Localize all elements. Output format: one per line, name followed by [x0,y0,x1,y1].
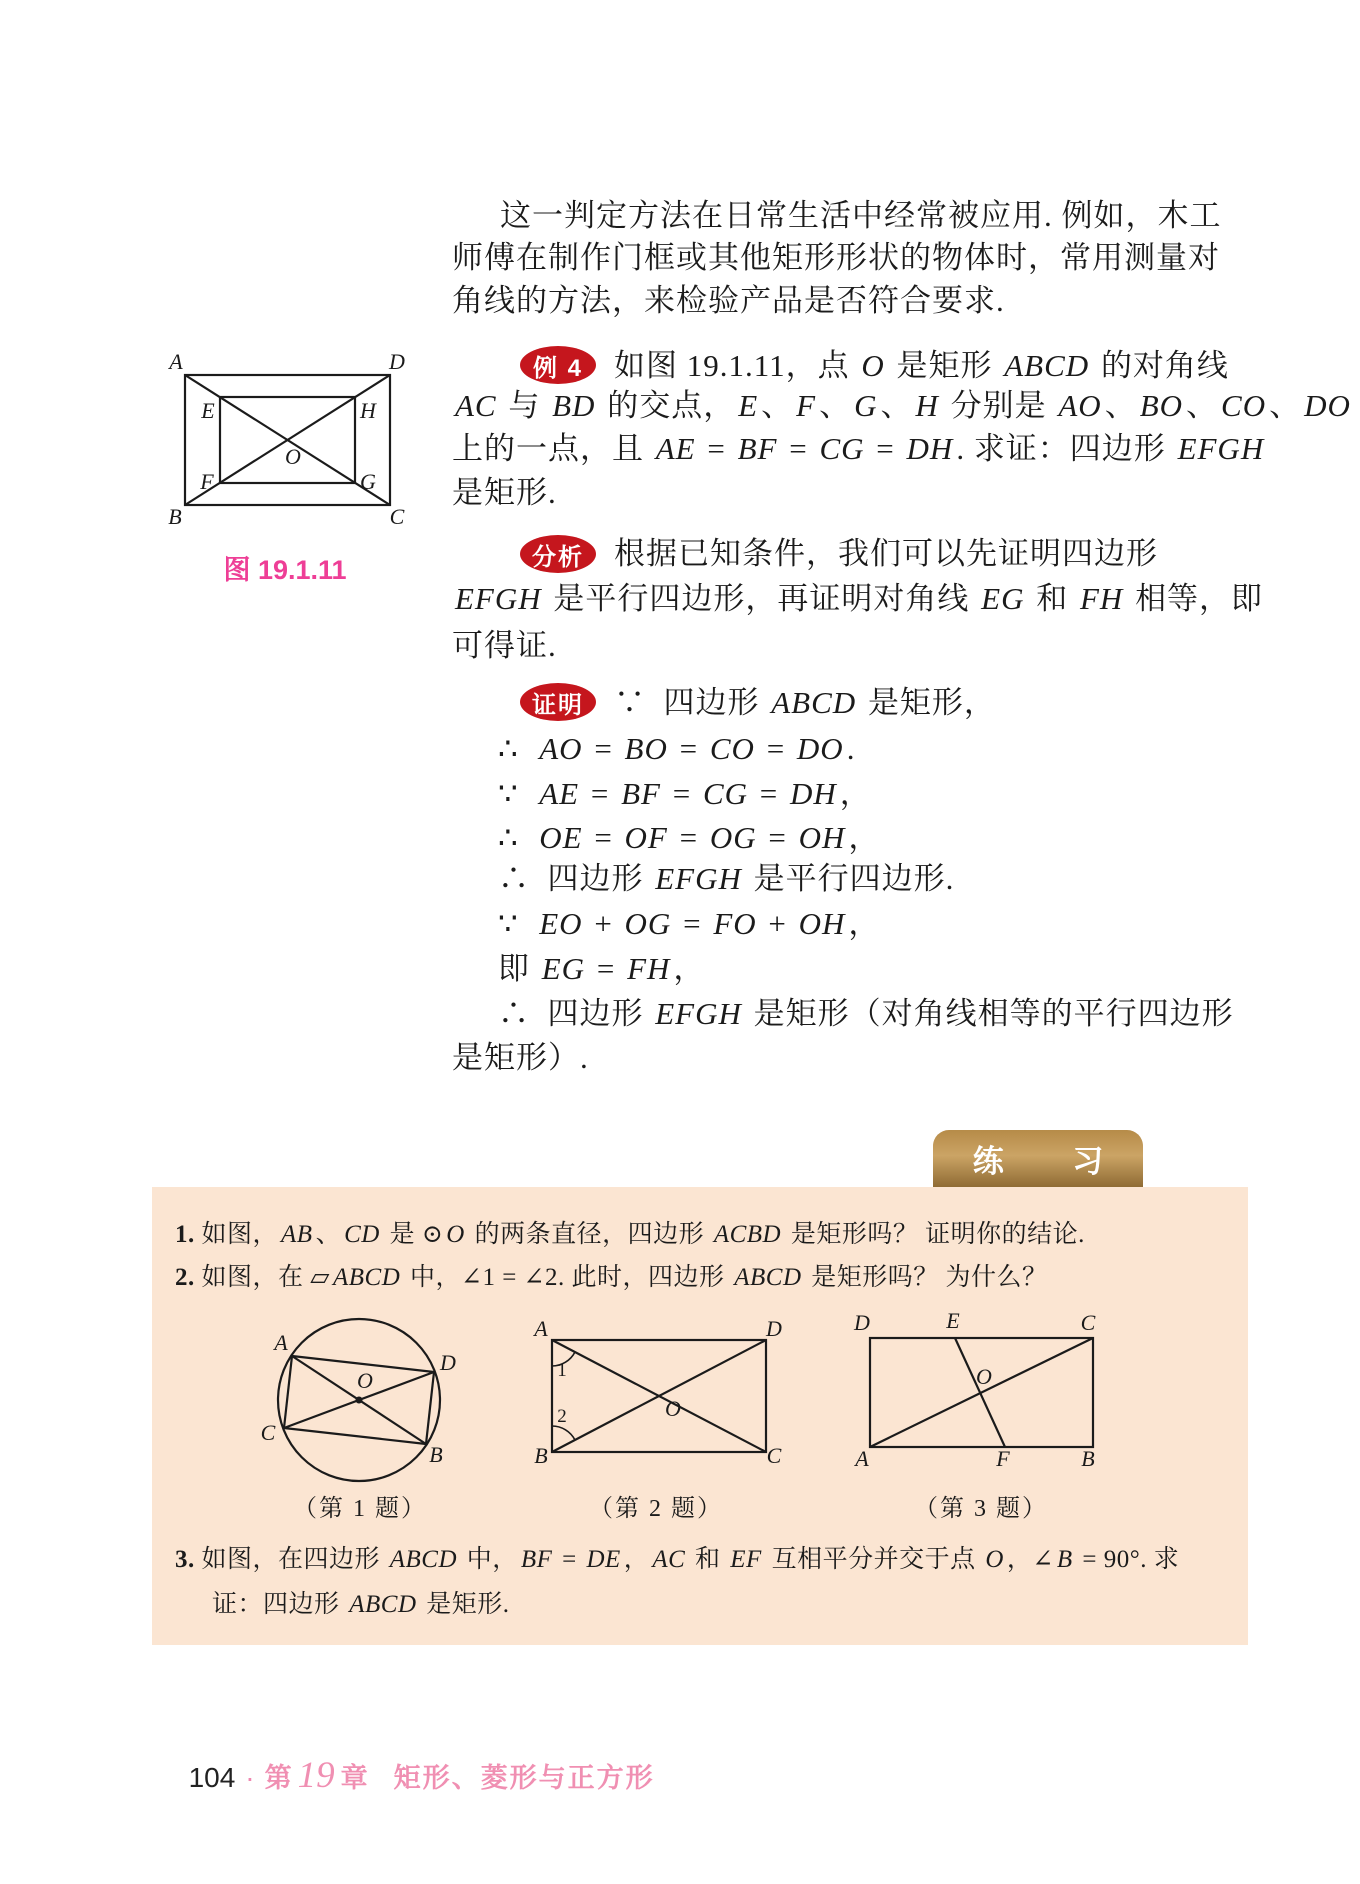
example-line-4: 是矩形. [452,475,557,510]
figure-caption-1: （第 1 题） [293,1496,427,1522]
chapter-suffix: 章 [340,1763,368,1793]
practice-tab: 练 习 [933,1130,1143,1187]
figure-problem-1 [250,1310,470,1490]
center-label: O [357,1368,373,1393]
vertex-label: F [200,469,214,494]
analysis-line-1: 根据已知条件，我们可以先证明四边形 [614,536,1158,571]
vertex-label: A [855,1446,869,1471]
chapter-prefix: 第 [264,1763,292,1793]
proof-statement: ∴ AO = BO = CO = DO. [498,731,856,766]
intro-line-2: 师傅在制作门框或其他矩形形状的物体时，常用测量对 [452,240,1220,275]
analysis-line-3: 可得证. [452,628,557,663]
vertex-label: E [201,398,215,423]
problem-2: 2. 如图，在 ▱ ABCD 中，∠1 = ∠2. 此时，四边形 ABCD 是矩形吗？ 为什么？ [175,1264,1048,1291]
proof-line-given: ∵ 四边形 ABCD 是矩形， [614,685,996,720]
vertex-label: C [1080,1312,1096,1335]
analysis-badge: 分析 [520,535,596,573]
vertex-label: G [360,469,376,494]
vertex-label: A [534,1318,548,1341]
proof-statement: ∴ OE = OF = OG = OH， [498,820,881,855]
vertex-label: A [274,1330,288,1355]
diagonal-ac [870,1338,1093,1447]
vertex-label: D [440,1350,456,1375]
example-line-1: 如图 19.1.11，点 O 是矩形 ABCD 的对角线 [614,348,1229,383]
figure-caption-2: （第 2 题） [589,1496,723,1522]
segment-ef [955,1338,1005,1447]
intro-line-3: 角线的方法，来检验产品是否符合要求. [452,283,1005,318]
figure-caption-3: （第 3 题） [914,1496,1048,1522]
problem-3-line-1: 3. 如图，在四边形 ABCD 中， BF = DE ， AC 和 EF 互相平分并交于点 O ，∠ B = 90°. 求 [175,1546,1180,1573]
vertex-label: C [260,1420,276,1445]
vertex-label: B [534,1443,548,1468]
vertex-label: D [766,1318,782,1341]
proof-badge: 证明 [520,683,596,721]
figure-19-1-11-drawing [150,352,420,527]
vertex-label: C [766,1443,782,1468]
proof-last-line: 是矩形）. [452,1040,589,1075]
vertex-label: H [360,398,376,423]
vertex-label: B [429,1442,443,1467]
footer-separator: · [245,1762,255,1793]
figure-problem-3 [848,1312,1114,1472]
page-number: 104 [188,1762,236,1793]
vertex-label: D [854,1312,870,1335]
center-label: O [285,444,301,469]
example-badge: 例 4 [520,346,596,384]
proof-statement: ∴ 四边形 EFGH 是平行四边形. [498,861,955,896]
vertex-label: B [1081,1446,1095,1471]
vertex-label: D [389,352,405,374]
chapter-title: 矩形、菱形与正方形 [393,1763,655,1793]
intro-line-1: 这一判定方法在日常生活中经常被应用. 例如，木工 [500,198,1222,233]
vertex-label: B [168,504,182,527]
proof-statement: ∵ AE = BF = CG = DH， [498,776,872,811]
vertex-label: C [389,504,405,527]
center-label: O [976,1364,992,1389]
chapter-number: 19 [297,1755,335,1796]
analysis-line-2: EFGH 是平行四边形，再证明对角线 EG 和 FH 相等，即 [455,581,1264,616]
page-footer [173,1722,655,1797]
angle-2-label: 2 [557,1406,567,1427]
figure-problem-2 [528,1318,784,1470]
example-line-3: 上的一点，且 AE = BF = CG = DH. 求证：四边形 EFGH [452,431,1265,466]
example-line-2: AC 与 BD 的交点，E、F、G、H 分别是 AO、BO、CO、DO [455,388,1351,423]
angle-2-arc [552,1426,575,1440]
angle-1-label: 1 [557,1360,567,1381]
proof-statement: 即 EG = FH， [498,951,706,986]
center-point [356,1397,363,1404]
figure-caption: 图 19.1.11 [223,555,347,585]
problem-3-line-2: 证：四边形 ABCD 是矩形. [212,1591,510,1618]
proof-statement: ∴ 四边形 EFGH 是矩形（对角线相等的平行四边形 [498,996,1234,1031]
vertex-label: A [169,352,183,374]
point-label: E [946,1312,960,1333]
problem-1: 1. 如图， AB 、 CD 是 ⊙ O 的两条直径，四边形 ACBD 是矩形吗？ 证明你的结论. [175,1221,1085,1248]
center-label: O [665,1396,681,1421]
proof-statement: ∵ EO + OG = FO + OH， [498,906,881,941]
point-label: F [996,1446,1010,1471]
